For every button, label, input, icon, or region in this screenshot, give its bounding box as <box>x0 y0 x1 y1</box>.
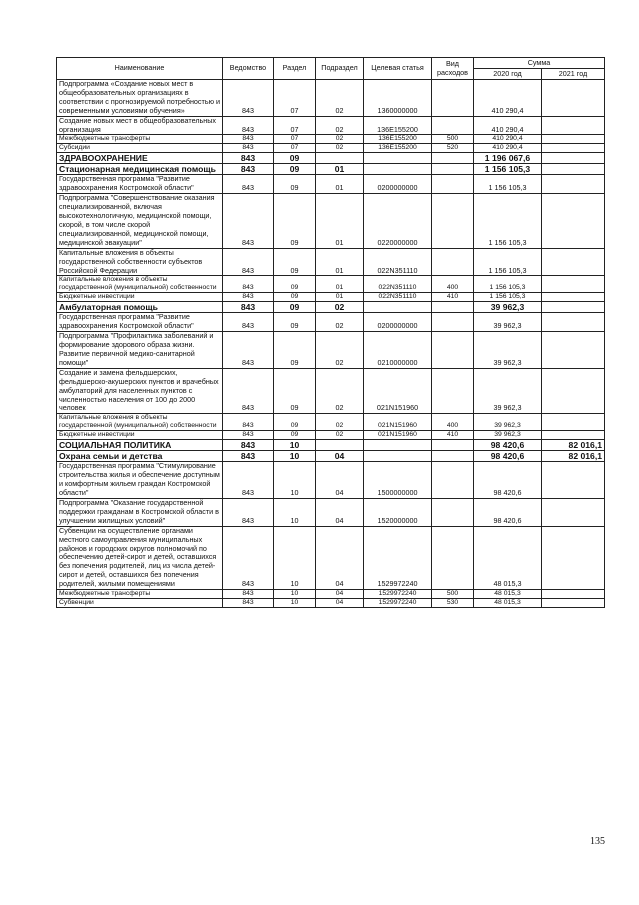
cell-name: Создание и замена фельдшерских, фельдшерско-акушерских пунктов и врачебных амбулаторий для населенных пунктов с численностью населения от 100 до 2000 человек <box>57 368 223 414</box>
cell-2020: 39 962,3 <box>474 431 542 440</box>
cell-target: 136E155200 <box>364 116 432 135</box>
cell-exp-type <box>432 313 474 332</box>
cell-2021 <box>542 414 605 431</box>
cell-dept: 843 <box>223 293 274 302</box>
table-row <box>57 175 605 194</box>
cell-name: Создание новых мест в общеобразовательных организация <box>57 116 223 135</box>
table-row <box>57 135 605 144</box>
cell-exp-type <box>432 302 474 313</box>
cell-dept: 843 <box>223 144 274 153</box>
cell-name: Охрана семьи и детства <box>57 451 223 462</box>
table-row <box>57 153 605 164</box>
table-row <box>57 313 605 332</box>
header-exp-type: Вид расходов <box>432 58 474 80</box>
header-dept: Ведомство <box>223 58 274 80</box>
cell-subsection: 04 <box>316 599 364 608</box>
cell-2021 <box>542 248 605 276</box>
cell-target: 021N151960 <box>364 368 432 414</box>
cell-section: 09 <box>274 153 316 164</box>
header-section: Раздел <box>274 58 316 80</box>
cell-section: 09 <box>274 368 316 414</box>
cell-target: 0200000000 <box>364 175 432 194</box>
table-row <box>57 590 605 599</box>
cell-2020: 48 015,3 <box>474 590 542 599</box>
cell-2021 <box>542 194 605 248</box>
cell-subsection: 04 <box>316 590 364 599</box>
budget-table <box>56 57 605 608</box>
cell-2021 <box>542 175 605 194</box>
cell-section: 10 <box>274 440 316 451</box>
cell-dept: 843 <box>223 462 274 499</box>
cell-exp-type <box>432 248 474 276</box>
cell-subsection: 02 <box>316 144 364 153</box>
cell-name: Подпрограмма "Совершенствование оказания специализированной, включая высокотехнологичную, медицинской помощи, скорой, в том числе скорой специализированной, медицинской помощи, медицинской эвакуации" <box>57 194 223 248</box>
table-body <box>57 80 605 608</box>
cell-2020: 410 290,4 <box>474 144 542 153</box>
cell-subsection: 02 <box>316 302 364 313</box>
header-subsection: Подраздел <box>316 58 364 80</box>
cell-target <box>364 153 432 164</box>
cell-dept: 843 <box>223 164 274 175</box>
cell-2020: 39 962,3 <box>474 414 542 431</box>
cell-2020: 410 290,4 <box>474 80 542 117</box>
cell-exp-type <box>432 175 474 194</box>
cell-2020: 48 015,3 <box>474 599 542 608</box>
cell-name: Государственная программа "Развитие здравоохранения Костромской области" <box>57 313 223 332</box>
table-row <box>57 368 605 414</box>
cell-dept: 843 <box>223 526 274 589</box>
cell-2021 <box>542 599 605 608</box>
cell-dept: 843 <box>223 313 274 332</box>
table-row <box>57 451 605 462</box>
table-row <box>57 526 605 589</box>
cell-name: Бюджетные инвестиции <box>57 293 223 302</box>
budget-sheet <box>56 57 604 608</box>
table-row <box>57 248 605 276</box>
cell-target: 0210000000 <box>364 332 432 369</box>
table-row <box>57 144 605 153</box>
cell-2021 <box>542 135 605 144</box>
cell-2021 <box>542 164 605 175</box>
table-row <box>57 332 605 369</box>
cell-section: 10 <box>274 526 316 589</box>
table-row <box>57 599 605 608</box>
cell-target <box>364 440 432 451</box>
cell-2020: 1 156 105,3 <box>474 164 542 175</box>
table-row <box>57 414 605 431</box>
cell-2021 <box>542 332 605 369</box>
cell-2020: 39 962,3 <box>474 313 542 332</box>
cell-2020: 410 290,4 <box>474 116 542 135</box>
cell-2020: 98 420,6 <box>474 499 542 527</box>
cell-subsection: 04 <box>316 526 364 589</box>
cell-dept: 843 <box>223 368 274 414</box>
cell-dept: 843 <box>223 116 274 135</box>
cell-name: Подпрограмма "Профилактика заболеваний и формирование здорового образа жизни. Развитие первичной медико-санитарной помощи" <box>57 332 223 369</box>
header-sum: Сумма <box>474 58 605 69</box>
cell-subsection: 01 <box>316 175 364 194</box>
cell-subsection: 02 <box>316 332 364 369</box>
cell-section: 07 <box>274 116 316 135</box>
cell-name: ЗДРАВООХРАНЕНИЕ <box>57 153 223 164</box>
cell-exp-type <box>432 462 474 499</box>
cell-exp-type <box>432 164 474 175</box>
cell-name: Межбюджетные трансферты <box>57 590 223 599</box>
cell-section: 09 <box>274 302 316 313</box>
cell-subsection: 02 <box>316 135 364 144</box>
cell-exp-type <box>432 368 474 414</box>
cell-target <box>364 302 432 313</box>
cell-dept: 843 <box>223 194 274 248</box>
table-row <box>57 80 605 117</box>
cell-dept: 843 <box>223 414 274 431</box>
cell-target: 1520000000 <box>364 499 432 527</box>
cell-exp-type <box>432 116 474 135</box>
cell-dept: 843 <box>223 302 274 313</box>
cell-2021 <box>542 80 605 117</box>
cell-subsection: 04 <box>316 499 364 527</box>
cell-name: Стационарная медицинская помощь <box>57 164 223 175</box>
cell-section: 07 <box>274 80 316 117</box>
cell-dept: 843 <box>223 431 274 440</box>
cell-target: 136E155200 <box>364 144 432 153</box>
table-row <box>57 164 605 175</box>
cell-target: 022N351110 <box>364 248 432 276</box>
cell-section: 10 <box>274 451 316 462</box>
cell-exp-type: 400 <box>432 276 474 293</box>
cell-name: Субвенции на осуществление органами местного самоуправления муниципальных районов и городских округов полномочий по обеспечению детей-сирот и детей, оставшихся без попечения родителей, лиц из числа детей-сирот и детей, оставшихся без попечения родителей, жилыми помещениями <box>57 526 223 589</box>
cell-subsection: 02 <box>316 80 364 117</box>
header-2021: 2021 год <box>542 69 605 80</box>
cell-2021: 82 016,1 <box>542 451 605 462</box>
table-row <box>57 302 605 313</box>
cell-target: 021N151960 <box>364 414 432 431</box>
page-number: 135 <box>590 836 605 847</box>
table-row <box>57 293 605 302</box>
cell-name: Капитальные вложения в объекты государственной (муниципальной) собственности <box>57 414 223 431</box>
cell-2021 <box>542 116 605 135</box>
cell-name: Межбюджетные трансферты <box>57 135 223 144</box>
header-2020: 2020 год <box>474 69 542 80</box>
cell-name: Субсидии <box>57 144 223 153</box>
cell-2021 <box>542 499 605 527</box>
cell-dept: 843 <box>223 80 274 117</box>
cell-target: 1529972240 <box>364 599 432 608</box>
cell-section: 09 <box>274 414 316 431</box>
table-row <box>57 276 605 293</box>
cell-exp-type: 400 <box>432 414 474 431</box>
cell-target: 022N351110 <box>364 293 432 302</box>
cell-dept: 843 <box>223 499 274 527</box>
cell-name: Бюджетные инвестиции <box>57 431 223 440</box>
cell-target: 1529972240 <box>364 526 432 589</box>
cell-subsection: 02 <box>316 431 364 440</box>
cell-dept: 843 <box>223 599 274 608</box>
cell-target <box>364 164 432 175</box>
cell-2020: 98 420,6 <box>474 451 542 462</box>
cell-2021 <box>542 276 605 293</box>
cell-name: Подпрограмма «Создание новых мест в общеобразовательных организациях в соответствии с прогнозируемой потребностью и современными условиями обучения» <box>57 80 223 117</box>
table-row <box>57 499 605 527</box>
cell-target: 0200000000 <box>364 313 432 332</box>
cell-subsection: 01 <box>316 276 364 293</box>
cell-section: 09 <box>274 332 316 369</box>
cell-section: 07 <box>274 144 316 153</box>
cell-section: 09 <box>274 164 316 175</box>
cell-name: Капитальные вложения в объекты государственной (муниципальной) собственности <box>57 276 223 293</box>
cell-2021 <box>542 462 605 499</box>
cell-dept: 843 <box>223 276 274 293</box>
cell-exp-type: 500 <box>432 590 474 599</box>
cell-section: 10 <box>274 499 316 527</box>
cell-section: 09 <box>274 431 316 440</box>
cell-subsection: 02 <box>316 313 364 332</box>
cell-target: 1360000000 <box>364 80 432 117</box>
cell-section: 09 <box>274 293 316 302</box>
cell-2021 <box>542 293 605 302</box>
header-target: Целевая статья <box>364 58 432 80</box>
cell-section: 09 <box>274 175 316 194</box>
cell-section: 10 <box>274 590 316 599</box>
cell-subsection <box>316 153 364 164</box>
cell-dept: 843 <box>223 451 274 462</box>
cell-name: СОЦИАЛЬНАЯ ПОЛИТИКА <box>57 440 223 451</box>
cell-target: 0220000000 <box>364 194 432 248</box>
cell-subsection: 01 <box>316 194 364 248</box>
cell-section: 10 <box>274 462 316 499</box>
table-row <box>57 194 605 248</box>
cell-2020: 410 290,4 <box>474 135 542 144</box>
cell-2021 <box>542 144 605 153</box>
cell-subsection: 02 <box>316 414 364 431</box>
cell-2021 <box>542 368 605 414</box>
cell-2021 <box>542 302 605 313</box>
cell-section: 09 <box>274 194 316 248</box>
cell-section: 07 <box>274 135 316 144</box>
cell-exp-type <box>432 440 474 451</box>
cell-2020: 1 156 105,3 <box>474 175 542 194</box>
cell-subsection: 02 <box>316 368 364 414</box>
cell-2020: 39 962,3 <box>474 332 542 369</box>
cell-2020: 98 420,6 <box>474 440 542 451</box>
cell-exp-type <box>432 153 474 164</box>
cell-dept: 843 <box>223 248 274 276</box>
table-row <box>57 440 605 451</box>
cell-2021 <box>542 153 605 164</box>
cell-2020: 1 156 105,3 <box>474 248 542 276</box>
table-row <box>57 462 605 499</box>
cell-subsection: 02 <box>316 116 364 135</box>
cell-name: Капитальные вложения в объекты государственной собственности субъектов Российской Федерации <box>57 248 223 276</box>
cell-target <box>364 451 432 462</box>
cell-section: 09 <box>274 313 316 332</box>
cell-2021 <box>542 313 605 332</box>
table-header <box>57 58 605 80</box>
cell-subsection: 01 <box>316 164 364 175</box>
cell-subsection: 04 <box>316 451 364 462</box>
cell-name: Амбулаторная помощь <box>57 302 223 313</box>
cell-2020: 39 962,3 <box>474 302 542 313</box>
cell-name: Субвенции <box>57 599 223 608</box>
cell-2020: 39 962,3 <box>474 368 542 414</box>
cell-subsection: 01 <box>316 293 364 302</box>
cell-2020: 48 015,3 <box>474 526 542 589</box>
cell-exp-type: 530 <box>432 599 474 608</box>
cell-exp-type <box>432 499 474 527</box>
cell-exp-type: 410 <box>432 431 474 440</box>
cell-subsection: 04 <box>316 462 364 499</box>
cell-2021 <box>542 431 605 440</box>
cell-2020: 1 156 105,3 <box>474 293 542 302</box>
cell-2021: 82 016,1 <box>542 440 605 451</box>
cell-2020: 1 196 067,6 <box>474 153 542 164</box>
cell-2021 <box>542 590 605 599</box>
cell-dept: 843 <box>223 153 274 164</box>
cell-exp-type: 500 <box>432 135 474 144</box>
cell-dept: 843 <box>223 175 274 194</box>
cell-target: 1500000000 <box>364 462 432 499</box>
cell-dept: 843 <box>223 332 274 369</box>
cell-name: Подпрограмма "Оказание государственной поддержки гражданам в Костромской области в улучшении жилищных условий" <box>57 499 223 527</box>
cell-exp-type <box>432 332 474 369</box>
cell-name: Государственная программа "Стимулирование строительства жилья и обеспечение доступным и комфортным жильем граждан Костромской области" <box>57 462 223 499</box>
cell-2020: 1 156 105,3 <box>474 194 542 248</box>
cell-target: 1529972240 <box>364 590 432 599</box>
cell-exp-type <box>432 526 474 589</box>
cell-exp-type <box>432 451 474 462</box>
cell-exp-type: 520 <box>432 144 474 153</box>
cell-section: 10 <box>274 599 316 608</box>
cell-exp-type <box>432 194 474 248</box>
cell-dept: 843 <box>223 590 274 599</box>
cell-name: Государственная программа "Развитие здравоохранения Костромской области" <box>57 175 223 194</box>
header-name: Наименование <box>57 58 223 80</box>
cell-target: 021N151960 <box>364 431 432 440</box>
cell-dept: 843 <box>223 135 274 144</box>
cell-2020: 1 156 105,3 <box>474 276 542 293</box>
cell-exp-type <box>432 80 474 117</box>
cell-dept: 843 <box>223 440 274 451</box>
cell-target: 022N351110 <box>364 276 432 293</box>
cell-section: 09 <box>274 248 316 276</box>
cell-subsection <box>316 440 364 451</box>
cell-subsection: 01 <box>316 248 364 276</box>
cell-2020: 98 420,6 <box>474 462 542 499</box>
cell-section: 09 <box>274 276 316 293</box>
cell-target: 136E155200 <box>364 135 432 144</box>
cell-2021 <box>542 526 605 589</box>
table-row <box>57 431 605 440</box>
cell-exp-type: 410 <box>432 293 474 302</box>
table-row <box>57 116 605 135</box>
